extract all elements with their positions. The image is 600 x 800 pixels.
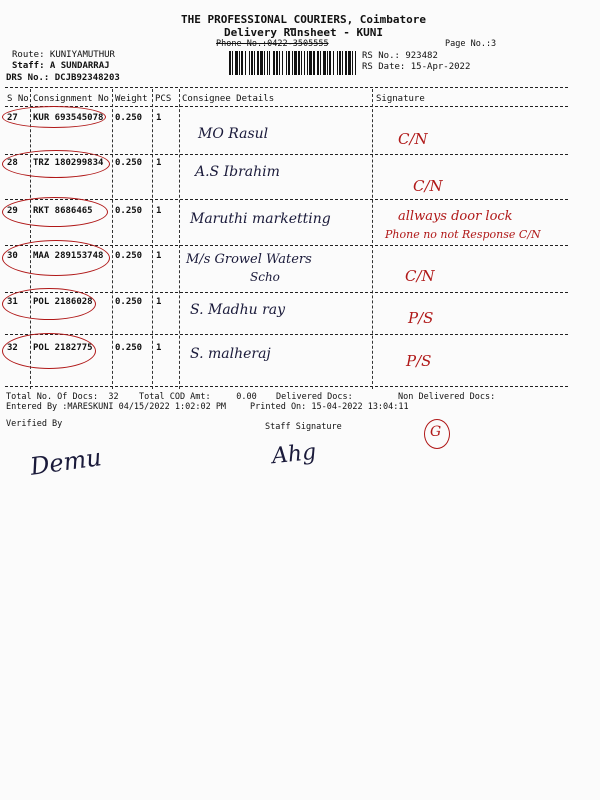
consignment-circle-mark [2,150,110,178]
col-signature: Signature [376,94,425,104]
col-divider [112,89,113,389]
row-weight: 0.250 [115,113,143,123]
row-pcs: 1 [156,297,162,307]
col-consignment: Consignment No [33,94,109,104]
row-remark: P/S [408,309,434,327]
row-rule [5,292,568,293]
route-label: Route: KUNIYAMUTHUR [12,50,115,60]
header-bottom-rule [5,106,568,107]
row-consignee: MO Rasul [198,126,269,142]
row-sno: 29 [7,206,18,216]
row-consignee: M/s Growel Waters [186,252,312,267]
delivered-docs: Delivered Docs: [276,392,353,402]
barcode [229,51,357,75]
row-consignee: A.S Ibrahim [195,164,280,180]
consignment-circle-mark [2,197,108,227]
sheet-title: Delivery Runsheet - KUNI [224,26,383,39]
non-delivered-docs: Non Delivered Docs: [398,392,496,402]
page-number: Page No.:3 [445,39,497,49]
staff-signature: Ahg [270,439,318,470]
col-pcs: PCS [155,94,172,104]
company-name: THE PROFESSIONAL COURIERS, Coimbatore [181,13,427,26]
row-sno: 32 [7,343,18,353]
row-pcs: 1 [156,251,162,261]
staff-label: Staff: A SUNDARRAJ [12,61,110,71]
row-pcs: 1 [156,206,162,216]
rs-number: RS No.: 923482 [362,51,438,61]
row-weight: 0.250 [115,343,143,353]
col-weight: Weight [115,94,148,104]
phone-number: Phone No.:0422-3505555 [216,39,329,49]
row-remark: C/N [413,177,443,195]
col-sno: S No [7,94,29,104]
table-bottom-rule [5,386,568,387]
row-remark: P/S [406,352,432,370]
rs-date: RS Date: 15-Apr-2022 [362,62,471,72]
row-sno: 31 [7,297,18,307]
col-divider [179,89,180,389]
row-consignment: MAA 289153748 [33,251,104,261]
row-consignment: POL 2182775 [33,343,93,353]
row-consignment: TRZ 180299834 [33,158,104,168]
row-weight: 0.250 [115,158,143,168]
row-sno: 28 [7,158,18,168]
staff-signature-label: Staff Signature [265,422,342,432]
consignment-circle-mark [2,288,96,320]
row-weight: 0.250 [115,206,143,216]
row-remark: C/N [398,130,428,148]
row-consignment: POL 2186028 [33,297,93,307]
row-weight: 0.250 [115,251,143,261]
row-sno: 30 [7,251,18,261]
col-divider [152,89,153,389]
row-consignee-continued: Scho [250,270,280,284]
consignment-circle-mark [2,106,106,128]
row-pcs: 1 [156,158,162,168]
header-top-rule [5,87,568,88]
row-consignee: Maruthi marketting [190,211,331,227]
entered-by: Entered By :MARESKUNI 04/15/2022 1:02:02 PM [6,402,227,412]
row-consignment: KUR 693545078 [33,113,104,123]
row-weight: 0.250 [115,297,143,307]
col-consignee: Consignee Details [182,94,275,104]
consignment-circle-mark [2,333,96,369]
total-docs: Total No. Of Docs: 32 [6,392,119,402]
total-cod: Total COD Amt: 0.00 [139,392,257,402]
row-consignee: S. malheraj [190,346,271,362]
row-rule [5,334,568,335]
stamp-mark-letter: G [430,424,442,440]
col-divider [372,89,373,389]
verified-by-label: Verified By [6,419,63,429]
row-pcs: 1 [156,113,162,123]
row-pcs: 1 [156,343,162,353]
row-sno: 27 [7,113,18,123]
row-remark: allways door lock [398,209,513,224]
drs-number: DRS No.: DCJB92348203 [6,73,120,83]
consignment-circle-mark [2,240,110,276]
printed-on: Printed On: 15-04-2022 13:04:11 [250,402,409,412]
row-remark: C/N [405,267,435,285]
verified-by-signature: Demu [28,443,104,481]
row-remark-continued: Phone no not Response C/N [385,228,541,241]
row-consignment: RKT 8686465 [33,206,93,216]
row-consignee: S. Madhu ray [190,302,286,318]
